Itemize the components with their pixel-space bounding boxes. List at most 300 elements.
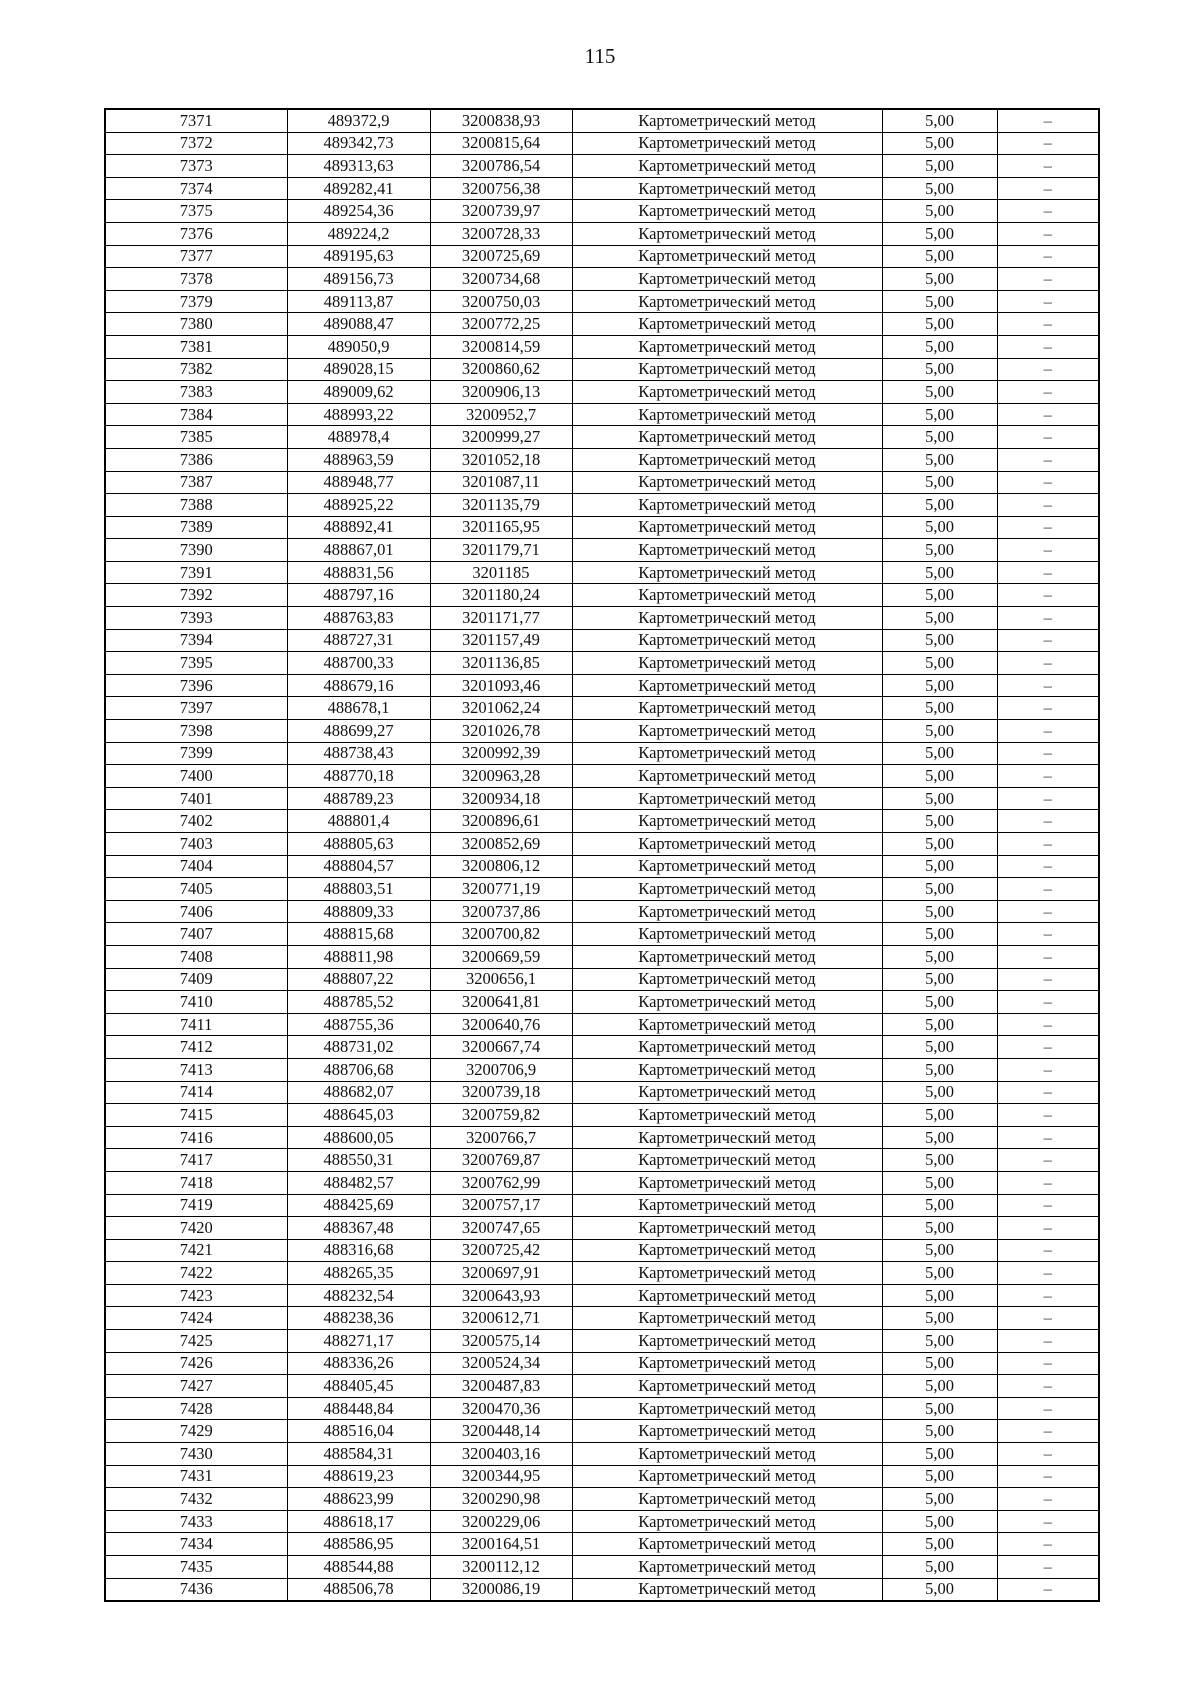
point-number-cell: 7417 <box>105 1149 287 1172</box>
accuracy-cell: 5,00 <box>882 155 997 178</box>
description-cell: – <box>997 268 1099 291</box>
coordinates-table <box>104 108 1100 1602</box>
accuracy-cell: 5,00 <box>882 1465 997 1488</box>
point-number-cell: 7394 <box>105 629 287 652</box>
table-row <box>105 1352 1099 1375</box>
table-row <box>105 810 1099 833</box>
accuracy-cell: 5,00 <box>882 177 997 200</box>
accuracy-cell: 5,00 <box>882 358 997 381</box>
accuracy-cell: 5,00 <box>882 381 997 404</box>
description-cell: – <box>997 1058 1099 1081</box>
point-number-cell: 7382 <box>105 358 287 381</box>
x-coordinate-cell: 488815,68 <box>287 923 430 946</box>
point-number-cell: 7399 <box>105 742 287 765</box>
accuracy-cell: 5,00 <box>882 1352 997 1375</box>
accuracy-cell: 5,00 <box>882 109 997 132</box>
description-cell: – <box>997 516 1099 539</box>
y-coordinate-cell: 3201179,71 <box>430 539 572 562</box>
point-number-cell: 7415 <box>105 1104 287 1127</box>
method-cell: Картометрический метод <box>572 720 882 743</box>
table-row <box>105 720 1099 743</box>
point-number-cell: 7420 <box>105 1217 287 1240</box>
table-row <box>105 155 1099 178</box>
description-cell: – <box>997 177 1099 200</box>
method-cell: Картометрический метод <box>572 494 882 517</box>
description-cell: – <box>997 1533 1099 1556</box>
point-number-cell: 7372 <box>105 132 287 155</box>
x-coordinate-cell: 488801,4 <box>287 810 430 833</box>
table-row <box>105 584 1099 607</box>
y-coordinate-cell: 3200963,28 <box>430 765 572 788</box>
table-row <box>105 448 1099 471</box>
description-cell: – <box>997 923 1099 946</box>
description-cell: – <box>997 1126 1099 1149</box>
table-row <box>105 494 1099 517</box>
description-cell: – <box>997 561 1099 584</box>
method-cell: Картометрический метод <box>572 674 882 697</box>
method-cell: Картометрический метод <box>572 742 882 765</box>
table-row <box>105 787 1099 810</box>
description-cell: – <box>997 1578 1099 1601</box>
method-cell: Картометрический метод <box>572 1036 882 1059</box>
x-coordinate-cell: 489195,63 <box>287 245 430 268</box>
point-number-cell: 7419 <box>105 1194 287 1217</box>
point-number-cell: 7391 <box>105 561 287 584</box>
accuracy-cell: 5,00 <box>882 878 997 901</box>
y-coordinate-cell: 3200164,51 <box>430 1533 572 1556</box>
accuracy-cell: 5,00 <box>882 1307 997 1330</box>
method-cell: Картометрический метод <box>572 1171 882 1194</box>
y-coordinate-cell: 3201180,24 <box>430 584 572 607</box>
x-coordinate-cell: 488785,52 <box>287 991 430 1014</box>
y-coordinate-cell: 3200641,81 <box>430 991 572 1014</box>
point-number-cell: 7381 <box>105 335 287 358</box>
x-coordinate-cell: 488600,05 <box>287 1126 430 1149</box>
accuracy-cell: 5,00 <box>882 290 997 313</box>
point-number-cell: 7371 <box>105 109 287 132</box>
point-number-cell: 7397 <box>105 697 287 720</box>
table-row <box>105 607 1099 630</box>
y-coordinate-cell: 3201087,11 <box>430 471 572 494</box>
table-row <box>105 1397 1099 1420</box>
y-coordinate-cell: 3200643,93 <box>430 1284 572 1307</box>
table-row <box>105 697 1099 720</box>
y-coordinate-cell: 3200759,82 <box>430 1104 572 1127</box>
method-cell: Картометрический метод <box>572 313 882 336</box>
x-coordinate-cell: 488811,98 <box>287 945 430 968</box>
point-number-cell: 7390 <box>105 539 287 562</box>
x-coordinate-cell: 488699,27 <box>287 720 430 743</box>
description-cell: – <box>997 900 1099 923</box>
y-coordinate-cell: 3200229,06 <box>430 1510 572 1533</box>
description-cell: – <box>997 1556 1099 1579</box>
x-coordinate-cell: 489372,9 <box>287 109 430 132</box>
x-coordinate-cell: 489224,2 <box>287 222 430 245</box>
table-row <box>105 335 1099 358</box>
x-coordinate-cell: 488700,33 <box>287 652 430 675</box>
x-coordinate-cell: 488738,43 <box>287 742 430 765</box>
method-cell: Картометрический метод <box>572 1262 882 1285</box>
x-coordinate-cell: 488584,31 <box>287 1443 430 1466</box>
method-cell: Картометрический метод <box>572 945 882 968</box>
description-cell: – <box>997 1171 1099 1194</box>
description-cell: – <box>997 1217 1099 1240</box>
description-cell: – <box>997 222 1099 245</box>
x-coordinate-cell: 489313,63 <box>287 155 430 178</box>
y-coordinate-cell: 3200656,1 <box>430 968 572 991</box>
point-number-cell: 7375 <box>105 200 287 223</box>
description-cell: – <box>997 290 1099 313</box>
table-row <box>105 1149 1099 1172</box>
accuracy-cell: 5,00 <box>882 607 997 630</box>
description-cell: – <box>997 1013 1099 1036</box>
accuracy-cell: 5,00 <box>882 471 997 494</box>
table-row <box>105 1194 1099 1217</box>
y-coordinate-cell: 3200725,69 <box>430 245 572 268</box>
method-cell: Картометрический метод <box>572 833 882 856</box>
table-row <box>105 1307 1099 1330</box>
table-row <box>105 742 1099 765</box>
table-row <box>105 1058 1099 1081</box>
point-number-cell: 7431 <box>105 1465 287 1488</box>
point-number-cell: 7435 <box>105 1556 287 1579</box>
point-number-cell: 7387 <box>105 471 287 494</box>
method-cell: Картометрический метод <box>572 584 882 607</box>
y-coordinate-cell: 3200640,76 <box>430 1013 572 1036</box>
accuracy-cell: 5,00 <box>882 923 997 946</box>
description-cell: – <box>997 720 1099 743</box>
y-coordinate-cell: 3200739,97 <box>430 200 572 223</box>
accuracy-cell: 5,00 <box>882 991 997 1014</box>
method-cell: Картометрический метод <box>572 268 882 291</box>
table-row <box>105 945 1099 968</box>
accuracy-cell: 5,00 <box>882 674 997 697</box>
description-cell: – <box>997 1510 1099 1533</box>
x-coordinate-cell: 488763,83 <box>287 607 430 630</box>
accuracy-cell: 5,00 <box>882 1262 997 1285</box>
point-number-cell: 7428 <box>105 1397 287 1420</box>
table-row <box>105 674 1099 697</box>
x-coordinate-cell: 488482,57 <box>287 1171 430 1194</box>
table-row <box>105 1533 1099 1556</box>
description-cell: – <box>997 1352 1099 1375</box>
point-number-cell: 7377 <box>105 245 287 268</box>
table-row <box>105 1488 1099 1511</box>
x-coordinate-cell: 488618,17 <box>287 1510 430 1533</box>
point-number-cell: 7423 <box>105 1284 287 1307</box>
y-coordinate-cell: 3201135,79 <box>430 494 572 517</box>
y-coordinate-cell: 3200448,14 <box>430 1420 572 1443</box>
method-cell: Картометрический метод <box>572 1556 882 1579</box>
y-coordinate-cell: 3200750,03 <box>430 290 572 313</box>
table-row <box>105 1013 1099 1036</box>
y-coordinate-cell: 3201136,85 <box>430 652 572 675</box>
method-cell: Картометрический метод <box>572 697 882 720</box>
accuracy-cell: 5,00 <box>882 1104 997 1127</box>
y-coordinate-cell: 3200706,9 <box>430 1058 572 1081</box>
accuracy-cell: 5,00 <box>882 1149 997 1172</box>
y-coordinate-cell: 3200700,82 <box>430 923 572 946</box>
method-cell: Картометрический метод <box>572 448 882 471</box>
point-number-cell: 7392 <box>105 584 287 607</box>
x-coordinate-cell: 488316,68 <box>287 1239 430 1262</box>
description-cell: – <box>997 945 1099 968</box>
point-number-cell: 7412 <box>105 1036 287 1059</box>
accuracy-cell: 5,00 <box>882 697 997 720</box>
accuracy-cell: 5,00 <box>882 1375 997 1398</box>
accuracy-cell: 5,00 <box>882 1284 997 1307</box>
table-row <box>105 1171 1099 1194</box>
accuracy-cell: 5,00 <box>882 403 997 426</box>
method-cell: Картометрический метод <box>572 516 882 539</box>
table-row <box>105 1104 1099 1127</box>
x-coordinate-cell: 489009,62 <box>287 381 430 404</box>
description-cell: – <box>997 765 1099 788</box>
method-cell: Картометрический метод <box>572 1013 882 1036</box>
method-cell: Картометрический метод <box>572 109 882 132</box>
x-coordinate-cell: 488755,36 <box>287 1013 430 1036</box>
x-coordinate-cell: 488678,1 <box>287 697 430 720</box>
accuracy-cell: 5,00 <box>882 1013 997 1036</box>
point-number-cell: 7406 <box>105 900 287 923</box>
x-coordinate-cell: 488809,33 <box>287 900 430 923</box>
x-coordinate-cell: 488232,54 <box>287 1284 430 1307</box>
x-coordinate-cell: 488892,41 <box>287 516 430 539</box>
accuracy-cell: 5,00 <box>882 584 997 607</box>
x-coordinate-cell: 488506,78 <box>287 1578 430 1601</box>
method-cell: Картометрический метод <box>572 991 882 1014</box>
table-row <box>105 900 1099 923</box>
method-cell: Картометрический метод <box>572 1081 882 1104</box>
y-coordinate-cell: 3200667,74 <box>430 1036 572 1059</box>
accuracy-cell: 5,00 <box>882 1194 997 1217</box>
method-cell: Картометрический метод <box>572 1307 882 1330</box>
y-coordinate-cell: 3200766,7 <box>430 1126 572 1149</box>
x-coordinate-cell: 488623,99 <box>287 1488 430 1511</box>
x-coordinate-cell: 488731,02 <box>287 1036 430 1059</box>
point-number-cell: 7388 <box>105 494 287 517</box>
y-coordinate-cell: 3200697,91 <box>430 1262 572 1285</box>
y-coordinate-cell: 3200860,62 <box>430 358 572 381</box>
table-row <box>105 516 1099 539</box>
point-number-cell: 7418 <box>105 1171 287 1194</box>
description-cell: – <box>997 584 1099 607</box>
accuracy-cell: 5,00 <box>882 855 997 878</box>
accuracy-cell: 5,00 <box>882 222 997 245</box>
description-cell: – <box>997 991 1099 1014</box>
description-cell: – <box>997 1465 1099 1488</box>
x-coordinate-cell: 488265,35 <box>287 1262 430 1285</box>
accuracy-cell: 5,00 <box>882 335 997 358</box>
point-number-cell: 7416 <box>105 1126 287 1149</box>
accuracy-cell: 5,00 <box>882 1217 997 1240</box>
point-number-cell: 7424 <box>105 1307 287 1330</box>
description-cell: – <box>997 335 1099 358</box>
table-row <box>105 923 1099 946</box>
method-cell: Картометрический метод <box>572 1149 882 1172</box>
method-cell: Картометрический метод <box>572 1104 882 1127</box>
point-number-cell: 7429 <box>105 1420 287 1443</box>
table-row <box>105 1126 1099 1149</box>
y-coordinate-cell: 3200772,25 <box>430 313 572 336</box>
description-cell: – <box>997 381 1099 404</box>
description-cell: – <box>997 607 1099 630</box>
y-coordinate-cell: 3200906,13 <box>430 381 572 404</box>
description-cell: – <box>997 200 1099 223</box>
table-row <box>105 109 1099 132</box>
point-number-cell: 7427 <box>105 1375 287 1398</box>
x-coordinate-cell: 488645,03 <box>287 1104 430 1127</box>
table-row <box>105 471 1099 494</box>
description-cell: – <box>997 1330 1099 1353</box>
y-coordinate-cell: 3200734,68 <box>430 268 572 291</box>
accuracy-cell: 5,00 <box>882 765 997 788</box>
table-row <box>105 652 1099 675</box>
x-coordinate-cell: 488797,16 <box>287 584 430 607</box>
x-coordinate-cell: 488993,22 <box>287 403 430 426</box>
x-coordinate-cell: 488550,31 <box>287 1149 430 1172</box>
table-row <box>105 245 1099 268</box>
table-row <box>105 1330 1099 1353</box>
accuracy-cell: 5,00 <box>882 539 997 562</box>
table-row <box>105 358 1099 381</box>
x-coordinate-cell: 488405,45 <box>287 1375 430 1398</box>
method-cell: Картометрический метод <box>572 245 882 268</box>
method-cell: Картометрический метод <box>572 403 882 426</box>
table-row <box>105 403 1099 426</box>
method-cell: Картометрический метод <box>572 765 882 788</box>
table-row <box>105 561 1099 584</box>
y-coordinate-cell: 3200612,71 <box>430 1307 572 1330</box>
y-coordinate-cell: 3200762,99 <box>430 1171 572 1194</box>
description-cell: – <box>997 1443 1099 1466</box>
description-cell: – <box>997 787 1099 810</box>
x-coordinate-cell: 489050,9 <box>287 335 430 358</box>
description-cell: – <box>997 1488 1099 1511</box>
description-cell: – <box>997 833 1099 856</box>
accuracy-cell: 5,00 <box>882 1443 997 1466</box>
table-row <box>105 855 1099 878</box>
description-cell: – <box>997 968 1099 991</box>
x-coordinate-cell: 488448,84 <box>287 1397 430 1420</box>
description-cell: – <box>997 132 1099 155</box>
table-row <box>105 539 1099 562</box>
y-coordinate-cell: 3200814,59 <box>430 335 572 358</box>
point-number-cell: 7421 <box>105 1239 287 1262</box>
description-cell: – <box>997 1036 1099 1059</box>
y-coordinate-cell: 3201171,77 <box>430 607 572 630</box>
y-coordinate-cell: 3200852,69 <box>430 833 572 856</box>
accuracy-cell: 5,00 <box>882 1058 997 1081</box>
method-cell: Картометрический метод <box>572 471 882 494</box>
description-cell: – <box>997 1194 1099 1217</box>
y-coordinate-cell: 3200757,17 <box>430 1194 572 1217</box>
table-row <box>105 426 1099 449</box>
point-number-cell: 7401 <box>105 787 287 810</box>
description-cell: – <box>997 448 1099 471</box>
y-coordinate-cell: 3201026,78 <box>430 720 572 743</box>
description-cell: – <box>997 494 1099 517</box>
point-number-cell: 7373 <box>105 155 287 178</box>
method-cell: Картометрический метод <box>572 222 882 245</box>
x-coordinate-cell: 488238,36 <box>287 1307 430 1330</box>
accuracy-cell: 5,00 <box>882 900 997 923</box>
y-coordinate-cell: 3200992,39 <box>430 742 572 765</box>
point-number-cell: 7433 <box>105 1510 287 1533</box>
description-cell: – <box>997 1420 1099 1443</box>
method-cell: Картометрический метод <box>572 968 882 991</box>
description-cell: – <box>997 878 1099 901</box>
point-number-cell: 7395 <box>105 652 287 675</box>
point-number-cell: 7376 <box>105 222 287 245</box>
description-cell: – <box>997 109 1099 132</box>
y-coordinate-cell: 3200290,98 <box>430 1488 572 1511</box>
description-cell: – <box>997 403 1099 426</box>
description-cell: – <box>997 697 1099 720</box>
x-coordinate-cell: 489156,73 <box>287 268 430 291</box>
x-coordinate-cell: 488831,56 <box>287 561 430 584</box>
description-cell: – <box>997 1149 1099 1172</box>
point-number-cell: 7411 <box>105 1013 287 1036</box>
y-coordinate-cell: 3200737,86 <box>430 900 572 923</box>
method-cell: Картометрический метод <box>572 539 882 562</box>
y-coordinate-cell: 3200815,64 <box>430 132 572 155</box>
y-coordinate-cell: 3200669,59 <box>430 945 572 968</box>
point-number-cell: 7380 <box>105 313 287 336</box>
accuracy-cell: 5,00 <box>882 1556 997 1579</box>
point-number-cell: 7386 <box>105 448 287 471</box>
table-row <box>105 968 1099 991</box>
method-cell: Картометрический метод <box>572 1217 882 1240</box>
x-coordinate-cell: 489028,15 <box>287 358 430 381</box>
y-coordinate-cell: 3200403,16 <box>430 1443 572 1466</box>
point-number-cell: 7413 <box>105 1058 287 1081</box>
point-number-cell: 7407 <box>105 923 287 946</box>
y-coordinate-cell: 3201052,18 <box>430 448 572 471</box>
y-coordinate-cell: 3200838,93 <box>430 109 572 132</box>
point-number-cell: 7405 <box>105 878 287 901</box>
x-coordinate-cell: 488789,23 <box>287 787 430 810</box>
accuracy-cell: 5,00 <box>882 1126 997 1149</box>
method-cell: Картометрический метод <box>572 923 882 946</box>
method-cell: Картометрический метод <box>572 561 882 584</box>
point-number-cell: 7393 <box>105 607 287 630</box>
method-cell: Картометрический метод <box>572 1194 882 1217</box>
accuracy-cell: 5,00 <box>882 132 997 155</box>
accuracy-cell: 5,00 <box>882 494 997 517</box>
method-cell: Картометрический метод <box>572 855 882 878</box>
table-row <box>105 991 1099 1014</box>
table-row <box>105 132 1099 155</box>
table-row <box>105 1556 1099 1579</box>
point-number-cell: 7396 <box>105 674 287 697</box>
x-coordinate-cell: 488803,51 <box>287 878 430 901</box>
y-coordinate-cell: 3200771,19 <box>430 878 572 901</box>
y-coordinate-cell: 3200086,19 <box>430 1578 572 1601</box>
table-row <box>105 200 1099 223</box>
table-row <box>105 1578 1099 1601</box>
y-coordinate-cell: 3200952,7 <box>430 403 572 426</box>
x-coordinate-cell: 488682,07 <box>287 1081 430 1104</box>
y-coordinate-cell: 3200344,95 <box>430 1465 572 1488</box>
x-coordinate-cell: 488619,23 <box>287 1465 430 1488</box>
x-coordinate-cell: 489282,41 <box>287 177 430 200</box>
y-coordinate-cell: 3201062,24 <box>430 697 572 720</box>
table-row <box>105 1081 1099 1104</box>
description-cell: – <box>997 1307 1099 1330</box>
description-cell: – <box>997 1375 1099 1398</box>
table-row <box>105 177 1099 200</box>
